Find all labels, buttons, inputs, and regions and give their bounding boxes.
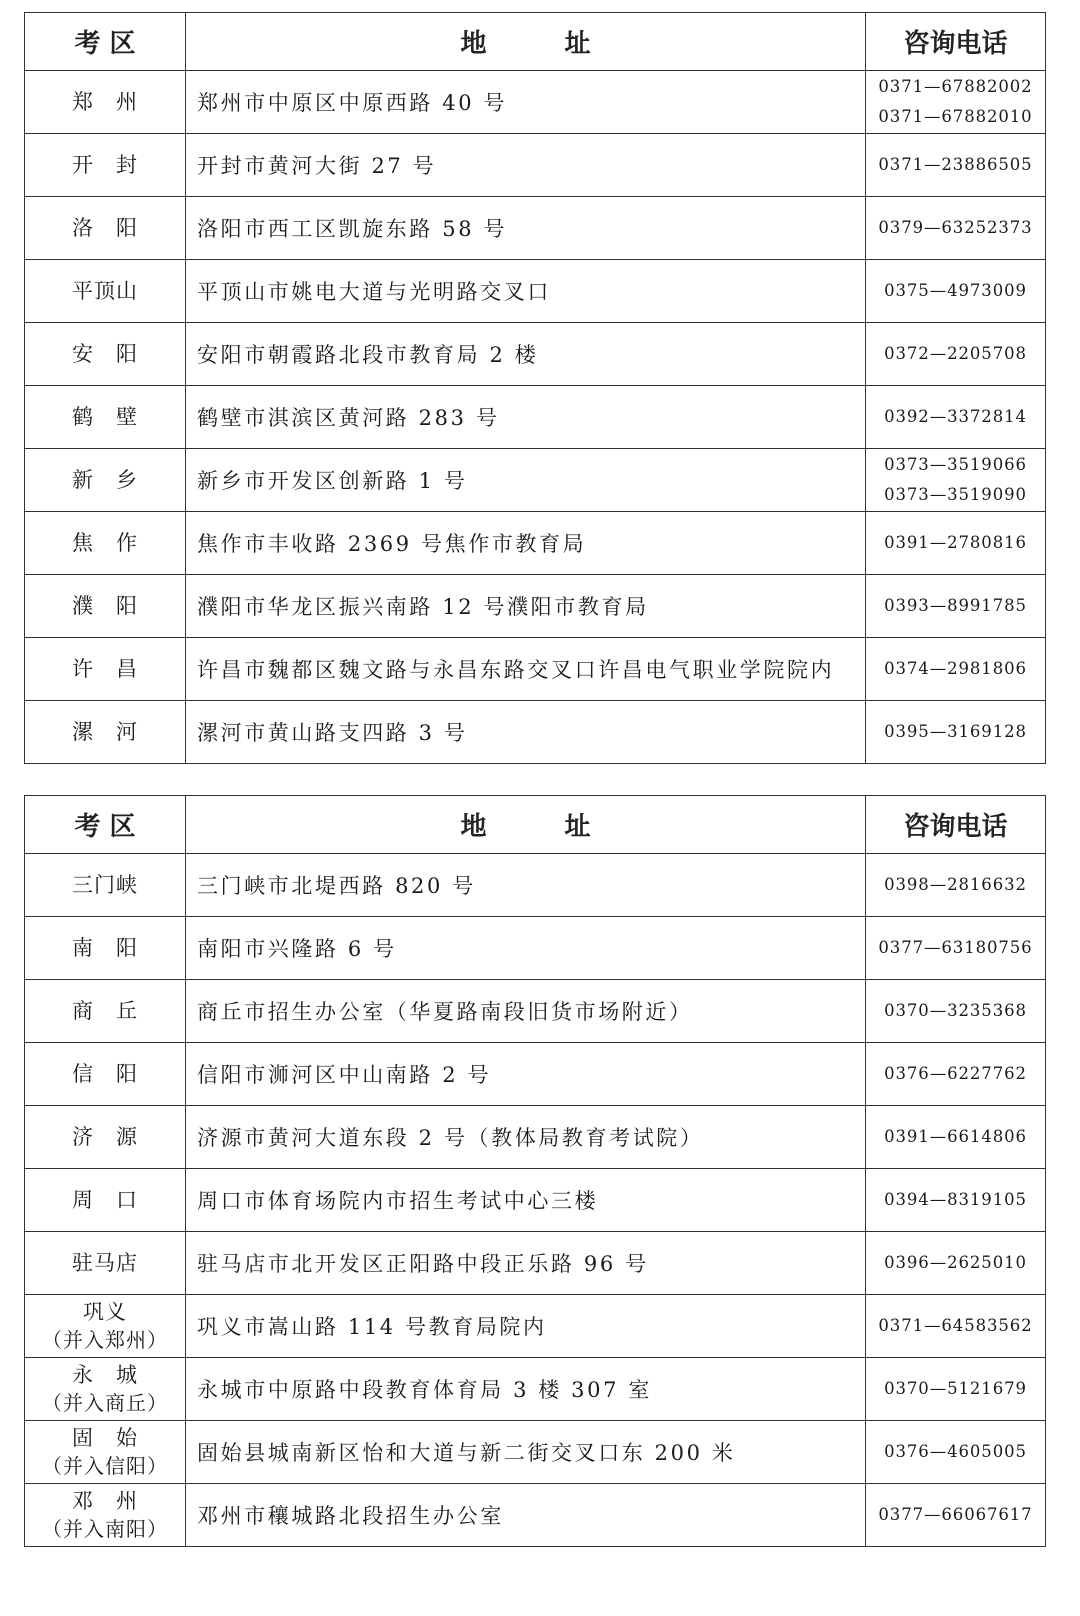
table-row [25,512,1046,575]
phone-cell [866,449,1046,512]
region-cell [25,71,186,134]
table-row [25,917,1046,980]
region-cell [25,1232,186,1295]
phone-number: 0371—23886505 [878,155,1033,174]
header-region: 考 区 [25,796,186,854]
region-name: 漯 河 [72,720,138,744]
region-name: 南 阳 [72,936,138,960]
region-merge-note: （并入南阳） [42,1517,168,1541]
phone-cell [866,134,1046,197]
address-cell: 鹤壁市淇滨区黄河路 283 号 [186,386,866,449]
table-row [25,134,1046,197]
table-row [25,323,1046,386]
region-name: 巩义 [83,1300,127,1324]
address-cell: 许昌市魏都区魏文路与永昌东路交叉口许昌电气职业学院院内 [186,638,866,701]
phone-cell [866,638,1046,701]
region-merge-note: （并入商丘） [42,1391,168,1415]
region-cell [25,1106,186,1169]
table-row [25,1295,1046,1358]
phone-number: 0391—2780816 [884,533,1027,552]
address-cell: 济源市黄河大道东段 2 号（教体局教育考试院） [186,1106,866,1169]
region-cell [25,512,186,575]
phone-number: 0376—6227762 [884,1064,1027,1083]
address-cell: 郑州市中原区中原西路 40 号 [186,71,866,134]
region-cell [25,260,186,323]
region-name: 开 封 [72,153,138,177]
region-cell [25,386,186,449]
table-row [25,197,1046,260]
phone-cell [866,197,1046,260]
region-name: 信 阳 [72,1062,138,1086]
address-cell: 邓州市穰城路北段招生办公室 [186,1484,866,1547]
region-name: 平顶山 [72,279,138,303]
phone-cell [866,1358,1046,1421]
table-row [25,449,1046,512]
phone-cell [866,1421,1046,1484]
phone-number: 0391—6614806 [884,1127,1027,1146]
phone-cell [866,386,1046,449]
table-row [25,1169,1046,1232]
phone-cell [866,575,1046,638]
region-cell [25,1484,186,1547]
address-cell: 永城市中原路中段教育体育局 3 楼 307 室 [186,1358,866,1421]
header-region: 考 区 [25,13,186,71]
address-cell: 平顶山市姚电大道与光明路交叉口 [186,260,866,323]
phone-cell [866,1232,1046,1295]
table-row [25,980,1046,1043]
phone-cell [866,1043,1046,1106]
address-cell: 信阳市浉河区中山南路 2 号 [186,1043,866,1106]
table-row [25,575,1046,638]
region-name: 许 昌 [72,657,138,681]
region-cell [25,449,186,512]
address-cell: 固始县城南新区怡和大道与新二街交叉口东 200 米 [186,1421,866,1484]
phone-cell [866,323,1046,386]
phone-number: 0379—63252373 [878,218,1033,237]
address-cell: 周口市体育场院内市招生考试中心三楼 [186,1169,866,1232]
table-row [25,1484,1046,1547]
region-cell [25,1043,186,1106]
table-row [25,638,1046,701]
address-cell: 濮阳市华龙区振兴南路 12 号濮阳市教育局 [186,575,866,638]
region-name: 商 丘 [72,999,138,1023]
region-name: 周 口 [72,1188,138,1212]
header-phone: 咨询电话 [866,13,1046,71]
region-cell [25,1169,186,1232]
region-name: 邓 州 [72,1489,138,1513]
table-row [25,71,1046,134]
phone-number: 0373—3519090 [884,485,1027,504]
region-merge-note: （并入郑州） [42,1328,168,1352]
phone-cell [866,1295,1046,1358]
table-row [25,260,1046,323]
table-row [25,1232,1046,1295]
phone-number: 0376—4605005 [884,1442,1027,1461]
header-address: 地 址 [186,796,866,854]
region-name: 安 阳 [72,342,138,366]
table-row [25,1421,1046,1484]
region-cell [25,1358,186,1421]
phone-number: 0373—3519066 [884,455,1027,474]
address-cell: 洛阳市西工区凯旋东路 58 号 [186,197,866,260]
table-row [25,1106,1046,1169]
phone-number: 0372—2205708 [884,344,1027,363]
phone-number: 0370—3235368 [884,1001,1027,1020]
phone-number: 0371—64583562 [878,1316,1033,1335]
table-body [25,854,1046,1547]
region-name: 三门峡 [72,873,138,897]
phone-number: 0370—5121679 [884,1379,1027,1398]
exam-area-table-1 [24,12,1046,764]
address-cell: 三门峡市北堤西路 820 号 [186,854,866,917]
table-row [25,854,1046,917]
phone-number: 0398—2816632 [884,875,1027,894]
address-cell: 巩义市嵩山路 114 号教育局院内 [186,1295,866,1358]
table-row [25,386,1046,449]
region-cell [25,638,186,701]
region-name: 郑 州 [72,90,138,114]
exam-area-table-2 [24,795,1046,1547]
address-cell: 漯河市黄山路支四路 3 号 [186,701,866,764]
address-cell: 安阳市朝霞路北段市教育局 2 楼 [186,323,866,386]
phone-number: 0395—3169128 [884,722,1027,741]
address-cell: 焦作市丰收路 2369 号焦作市教育局 [186,512,866,575]
region-name: 洛 阳 [72,216,138,240]
table-row [25,1358,1046,1421]
address-cell: 驻马店市北开发区正阳路中段正乐路 96 号 [186,1232,866,1295]
region-cell [25,197,186,260]
region-name: 济 源 [72,1125,138,1149]
header-phone: 咨询电话 [866,796,1046,854]
phone-cell [866,1169,1046,1232]
table-row [25,701,1046,764]
phone-number: 0393—8991785 [884,596,1027,615]
address-cell: 开封市黄河大街 27 号 [186,134,866,197]
phone-number: 0374—2981806 [884,659,1027,678]
region-cell [25,854,186,917]
table-header-row [25,796,1046,854]
phone-cell [866,1484,1046,1547]
phone-number: 0396—2625010 [884,1253,1027,1272]
region-cell [25,1421,186,1484]
region-name: 固 始 [72,1426,138,1450]
phone-cell [866,1106,1046,1169]
region-cell [25,917,186,980]
phone-number: 0377—63180756 [878,938,1033,957]
address-cell: 南阳市兴隆路 6 号 [186,917,866,980]
phone-cell [866,980,1046,1043]
phone-number: 0371—67882002 [878,77,1033,96]
address-cell: 商丘市招生办公室（华夏路南段旧货市场附近） [186,980,866,1043]
region-name: 焦 作 [72,531,138,555]
phone-number: 0394—8319105 [884,1190,1027,1209]
phone-number: 0377—66067617 [878,1505,1033,1524]
phone-cell [866,854,1046,917]
address-cell: 新乡市开发区创新路 1 号 [186,449,866,512]
region-name: 驻马店 [72,1251,138,1275]
region-cell [25,980,186,1043]
region-cell [25,323,186,386]
table-row [25,1043,1046,1106]
header-address: 地 址 [186,13,866,71]
region-name: 永 城 [72,1363,138,1387]
phone-number: 0371—67882010 [878,107,1033,126]
phone-cell [866,260,1046,323]
region-name: 鹤 壁 [72,405,138,429]
region-merge-note: （并入信阳） [42,1454,168,1478]
phone-number: 0392—3372814 [884,407,1027,426]
region-cell [25,1295,186,1358]
phone-cell [866,701,1046,764]
region-cell [25,575,186,638]
table-header-row [25,13,1046,71]
phone-cell [866,917,1046,980]
phone-cell [866,71,1046,134]
region-name: 新 乡 [72,468,138,492]
region-cell [25,701,186,764]
table-body [25,71,1046,764]
region-name: 濮 阳 [72,594,138,618]
phone-number: 0375—4973009 [884,281,1027,300]
phone-cell [866,512,1046,575]
region-cell [25,134,186,197]
